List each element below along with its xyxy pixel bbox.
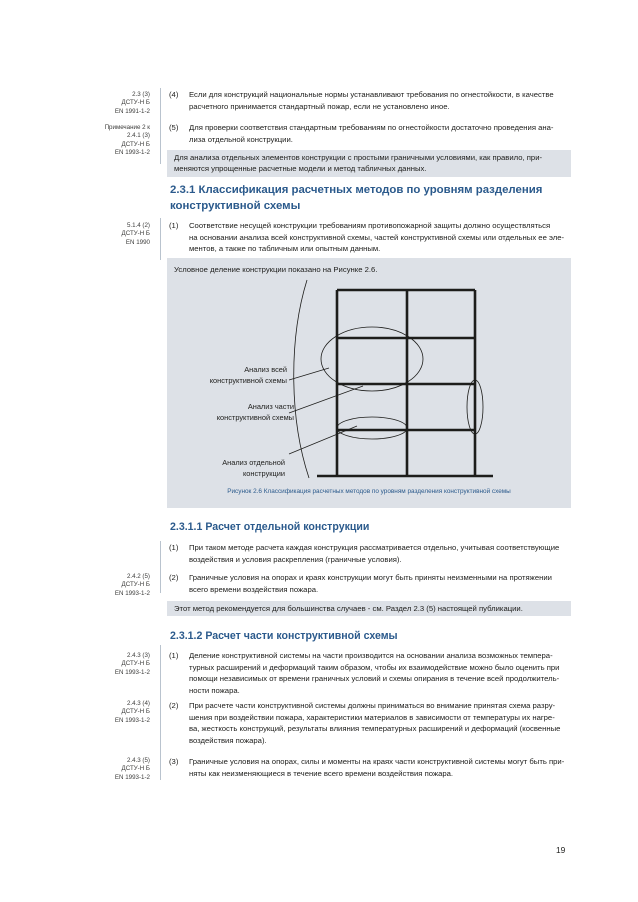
- margin-ref: [40, 757, 150, 782]
- paragraph-number: (1): [169, 651, 179, 660]
- ref-line: EN 1990: [125, 238, 150, 246]
- ref-line: EN 1993-1-2: [114, 773, 150, 781]
- figure-intro: Условное деление конструкции показано на Рисунке 2.6.: [174, 265, 378, 274]
- paragraph-text: При таком методе расчета каждая конструкция рассматривается отдельно, учитывая соответствующие воздействия и условия раскрепления (граничные условия).: [189, 543, 560, 564]
- leader-part: [289, 386, 363, 413]
- paragraph-text: Для проверки соответствия стандартным требованиям по огнестойкости достаточно проведения ана- лиза отдельной конструкции.: [189, 123, 554, 144]
- paragraph-number: (4): [169, 90, 179, 99]
- ref-line: EN 1993-1-2: [114, 716, 150, 724]
- leader-whole: [289, 368, 329, 380]
- margin-ref: [40, 573, 150, 598]
- note-box: Этот метод рекомендуется для большинства случаев - см. Раздел 2.3 (5) настоящей публикации.: [167, 601, 571, 616]
- ref-line: EN 1993-1-2: [114, 148, 150, 156]
- paragraph-number: (2): [169, 573, 179, 582]
- ref-line: Примечание 2 к: [104, 124, 150, 131]
- margin-ref: [40, 700, 150, 725]
- ref-line: ДСТУ-Н Б: [121, 99, 150, 107]
- note-box: Для анализа отдельных элементов конструкции с простыми граничными условиями, как правило, при- меняются упрощенные расчетные модели и метод табличных данных.: [167, 150, 571, 177]
- ellipse-member: [337, 417, 407, 439]
- paragraph-number: (1): [169, 543, 179, 552]
- paragraph-number: (3): [169, 757, 179, 766]
- ref-line: ДСТУ-Н Б: [121, 230, 150, 238]
- label-whole: Анализ всей конструктивной схемы: [209, 365, 287, 385]
- ref-line: 2.4.3 (3): [126, 652, 150, 659]
- margin-ref: [40, 222, 150, 247]
- ref-line: ДСТУ-Н Б: [121, 708, 150, 716]
- ref-line: 2.3 (3): [132, 91, 150, 98]
- paragraph: [169, 122, 571, 145]
- ref-line: EN 1993-1-2: [114, 668, 150, 676]
- ref-line: 2.4.1 (3): [126, 132, 150, 140]
- label-part: Анализ части конструктивной схемы: [216, 402, 294, 422]
- paragraph-number: (2): [169, 701, 179, 710]
- ref-line: 5.1.4 (2): [126, 222, 150, 229]
- paragraph: [169, 220, 571, 255]
- paragraph-text: Граничные условия на опорах и краях конструкции могут быть приняты неизменными на протяжении всего времени воздействия пожара.: [189, 573, 552, 594]
- paragraph: [169, 89, 571, 112]
- paragraph: [169, 542, 571, 565]
- ref-line: 2.4.2 (5): [126, 573, 150, 580]
- divider: [160, 218, 161, 260]
- paragraph-text: Если для конструкций национальные нормы устанавливают требования по огнестойкости, в качестве расчетного принимается стандартный пожар, если не установлено иное.: [189, 90, 554, 111]
- ref-line: ДСТУ-Н Б: [121, 660, 150, 668]
- ref-line: ДСТУ-Н Б: [121, 581, 150, 589]
- subsection-heading: 2.3.1.2 Расчет части конструктивной схемы: [170, 630, 398, 642]
- paragraph: [169, 572, 571, 595]
- paragraph-text: При расчете части конструктивной системы должны приниматься во внимание принятая схема разру- шения при воздействии пожара, характеристики материалов в зависимости от температуры их нагре- ва, жесткость конструкций, результаты влияния температурных расширений и деформаций (косвенные воздействия пожара).: [189, 701, 561, 745]
- ref-line: EN 1991-1-2: [114, 107, 150, 115]
- label-member: Анализ отдельной конструкции: [222, 458, 285, 478]
- ref-line: 2.4.3 (4): [126, 700, 150, 707]
- divider: [160, 88, 161, 164]
- paragraph-text: Деление конструктивной системы на части производится на основании анализа возможных темпера- турных расширений и деформаций таким образом, чтобы их взаимодействие можно было оценить при помощи независимых от времени граничных условий и схемы опирания в течение всей продолжитель- ности пожара.: [189, 651, 560, 695]
- bracket-curve: [294, 280, 309, 478]
- margin-ref: [40, 124, 150, 157]
- page-number: 19: [556, 845, 566, 855]
- ref-line: EN 1993-1-2: [114, 589, 150, 597]
- figure-2-6: [167, 258, 571, 508]
- paragraph: [169, 756, 571, 779]
- divider: [160, 645, 161, 780]
- margin-ref: [40, 652, 150, 677]
- margin-ref: [40, 91, 150, 116]
- ref-line: 2.4.3 (5): [126, 757, 150, 764]
- subsection-heading: 2.3.1.1 Расчет отдельной конструкции: [170, 521, 370, 533]
- paragraph-number: (5): [169, 123, 179, 132]
- paragraph-text: Соответствие несущей конструкции требованиям противопожарной защиты должно осуществляться на основании анализа всей конструктивной схемы, частей конструктивной схемы или отдельных ее эле- ментов, а также по табличным или опытным данным.: [189, 221, 565, 254]
- section-heading: 2.3.1 Классификация расчетных методов по уровням разделения конструктивной схемы: [170, 184, 543, 212]
- paragraph-number: (1): [169, 221, 179, 230]
- figure-caption: Рисунок 2.6 Классификация расчетных методов по уровням разделения конструктивной схемы: [227, 488, 511, 495]
- paragraph: [169, 650, 571, 696]
- divider: [160, 541, 161, 593]
- paragraph: [169, 700, 571, 746]
- ref-line: ДСТУ-Н Б: [121, 140, 150, 148]
- paragraph-text: Граничные условия на опорах, силы и моменты на краях части конструктивной системы могут быть при- няты как неизменяющиеся в течение всего времени воздействия пожара.: [189, 757, 565, 778]
- ref-line: ДСТУ-Н Б: [121, 765, 150, 773]
